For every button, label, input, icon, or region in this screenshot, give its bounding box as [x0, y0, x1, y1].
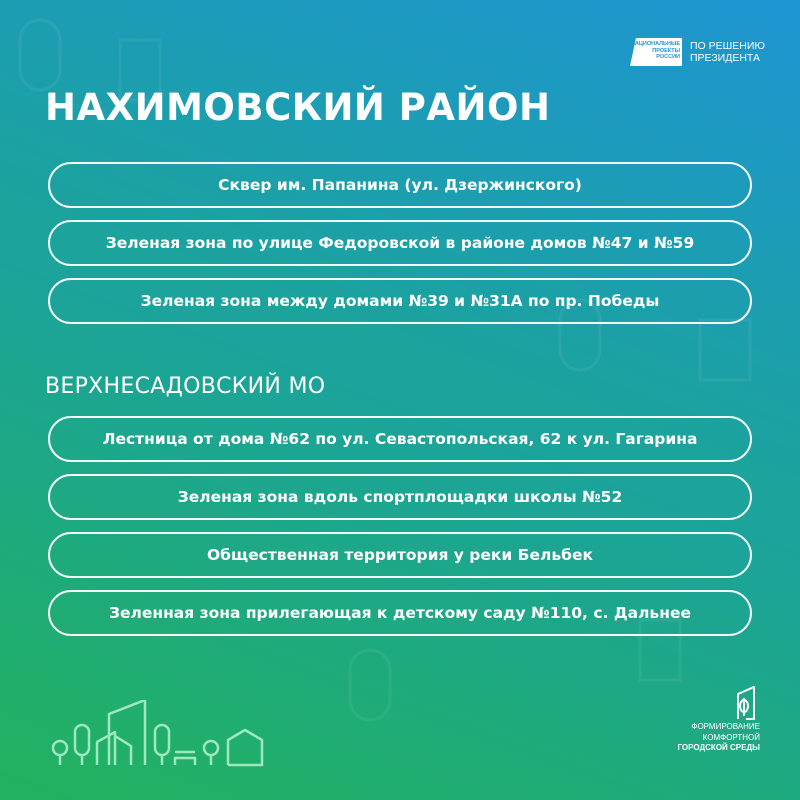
list-item: Зеленая зона вдоль спортплощадки школы №52 — [48, 474, 752, 520]
national-projects-logo — [630, 38, 765, 66]
list-item: Сквер им. Папанина (ул. Дзержинского) — [48, 162, 752, 208]
list-item: Зеленая зона по улице Федоровской в районе домов №47 и №59 — [48, 220, 752, 266]
national-projects-badge — [630, 38, 682, 66]
cityscape-illustration-icon — [45, 700, 275, 775]
logo-line-3: РОССИИ — [656, 54, 680, 60]
logo-line-1: НАЦИОНАЛЬНЫЕ — [630, 41, 680, 47]
list-item: Зеленая зона между домами №39 и №31А по пр. Победы — [48, 278, 752, 324]
program-line-1: ФОРМИРОВАНИЕ — [691, 722, 760, 731]
district-title: НАХИМОВСКИЙ РАЙОН — [45, 86, 551, 129]
list-item: Общественная территория у реки Бельбек — [48, 532, 752, 578]
list-item: Лестница от дома №62 по ул. Севастопольская, 62 к ул. Гагарина — [48, 416, 752, 462]
decree-line-2: ПРЕЗИДЕНТА — [690, 52, 760, 64]
decree-line-1: ПО РЕШЕНИЮ — [690, 40, 766, 52]
comfortable-city-icon — [732, 686, 758, 720]
municipality-list — [48, 416, 752, 648]
list-item: Зеленная зона прилегающая к детскому саду №110, с. Дальнее — [48, 590, 752, 636]
municipality-title: ВЕРХНЕСАДОВСКИЙ МО — [45, 374, 326, 399]
program-line-3: ГОРОДСКОЙ СРЕДЫ — [677, 743, 760, 752]
logo-line-2: ПРОЕКТЫ — [652, 47, 680, 54]
district-list — [48, 162, 752, 336]
program-line-2: КОМФОРТНОЙ — [702, 732, 760, 742]
decree-label — [690, 40, 765, 64]
